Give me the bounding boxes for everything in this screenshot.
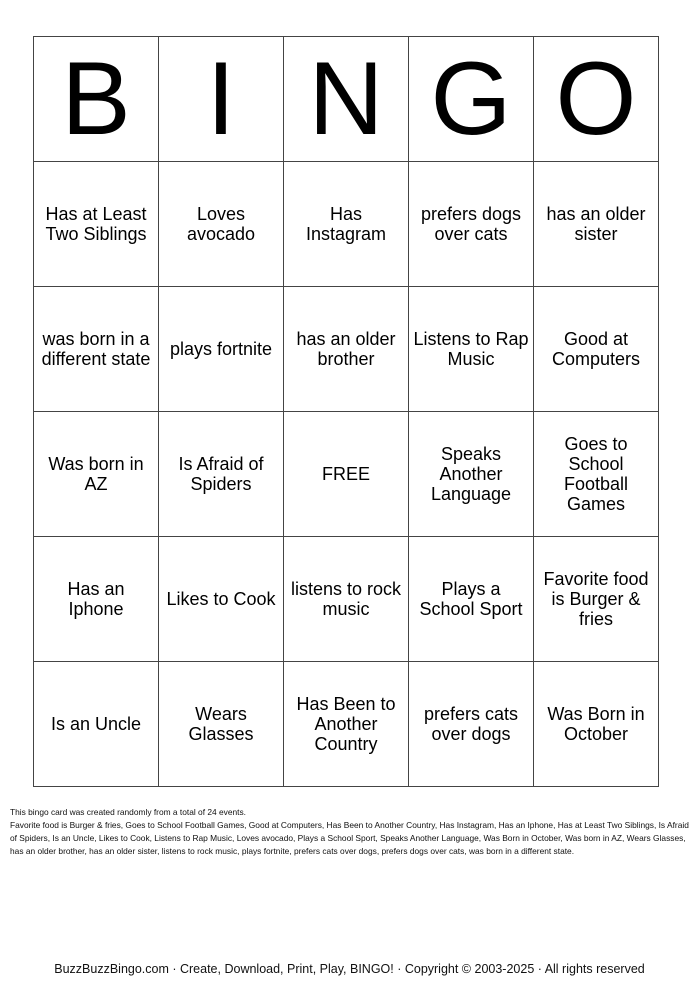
card-row-3 bbox=[34, 412, 659, 537]
card-cell: prefers cats over dogs bbox=[409, 662, 534, 787]
card-row-4 bbox=[34, 537, 659, 662]
card-cell: Was born in AZ bbox=[34, 412, 159, 537]
card-note-summary: This bingo card was created randomly from a total of 24 events. bbox=[10, 807, 247, 817]
card-cell: Was Born in October bbox=[534, 662, 659, 787]
header-letter-b: B bbox=[34, 37, 159, 162]
card-cell: plays fortnite bbox=[159, 287, 284, 412]
header-letter-i: I bbox=[159, 37, 284, 162]
card-cell: Has Instagram bbox=[284, 162, 409, 287]
card-cell: was born in a different state bbox=[34, 287, 159, 412]
card-cell: Has at Least Two Siblings bbox=[34, 162, 159, 287]
free-space-cell: FREE bbox=[284, 412, 409, 537]
card-row-1 bbox=[34, 162, 659, 287]
card-cell: Is an Uncle bbox=[34, 662, 159, 787]
card-row-2 bbox=[34, 287, 659, 412]
card-row-5 bbox=[34, 662, 659, 787]
header-letter-g: G bbox=[409, 37, 534, 162]
card-note-events: Favorite food is Burger & fries, Goes to School Football Games, Good at Computers, Has Been to Another Country, Has Instagram, Has an Iphone, Has at Least Two Siblings, Is Afraid of Spiders, Is an Uncle, Likes to Cook, Listens to Rap Music, Loves avocado, Plays a School Sport, Speaks Another Language, Was Born in October, Was born in AZ, Wears Glasses, has an older brother, has an older sister, listens to rock music, plays fortnite, prefers cats over dogs, prefers dogs over cats, was born in a different state. bbox=[10, 820, 689, 856]
card-cell: listens to rock music bbox=[284, 537, 409, 662]
header-letter-n: N bbox=[284, 37, 409, 162]
card-cell: has an older sister bbox=[534, 162, 659, 287]
page-footer: BuzzBuzzBingo.com · Create, Download, Print, Play, BINGO! · Copyright © 2003-2025 · All rights reserved bbox=[54, 962, 645, 976]
card-cell: Plays a School Sport bbox=[409, 537, 534, 662]
card-cell: Good at Computers bbox=[534, 287, 659, 412]
card-cell: Speaks Another Language bbox=[409, 412, 534, 537]
card-note bbox=[10, 806, 690, 858]
bingo-card bbox=[33, 36, 659, 787]
card-cell: Has Been to Another Country bbox=[284, 662, 409, 787]
card-cell: Loves avocado bbox=[159, 162, 284, 287]
card-cell: has an older brother bbox=[284, 287, 409, 412]
card-cell: Likes to Cook bbox=[159, 537, 284, 662]
header-row bbox=[34, 37, 659, 162]
card-cell: Has an Iphone bbox=[34, 537, 159, 662]
card-cell: prefers dogs over cats bbox=[409, 162, 534, 287]
header-letter-o: O bbox=[534, 37, 659, 162]
card-cell: Is Afraid of Spiders bbox=[159, 412, 284, 537]
card-cell: Favorite food is Burger & fries bbox=[534, 537, 659, 662]
card-cell: Listens to Rap Music bbox=[409, 287, 534, 412]
card-cell: Goes to School Football Games bbox=[534, 412, 659, 537]
card-cell: Wears Glasses bbox=[159, 662, 284, 787]
